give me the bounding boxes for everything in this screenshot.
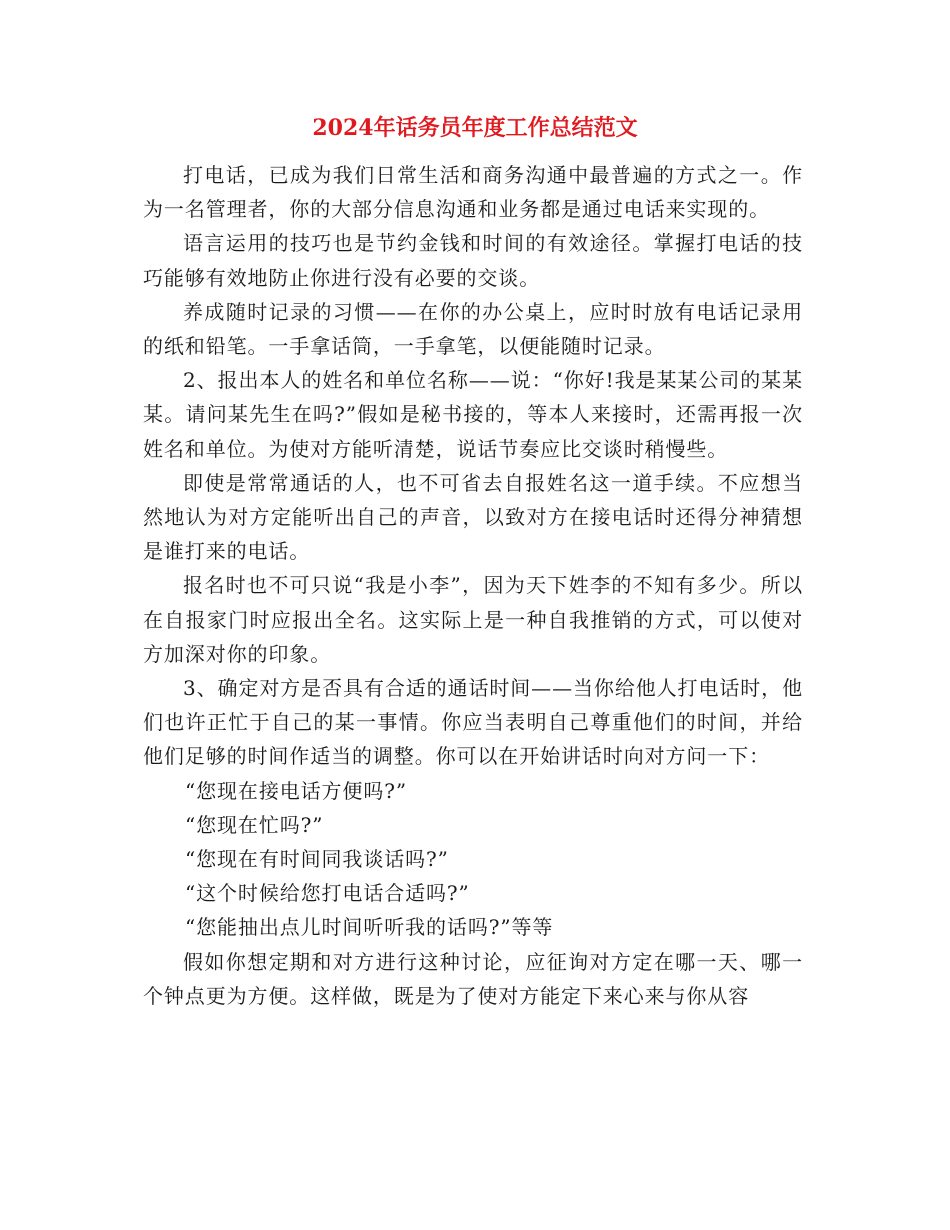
paragraph: 2、报出本人的姓名和单位名称——说：“你好!我是某某公司的某某某。请问某先生在吗?”假如是秘书接的，等本人来接时，还需再报一次姓名和单位。为使对方能听清楚，说话节奏应比交谈时稍慢些。 bbox=[143, 368, 803, 461]
document-title: 2024年话务员年度工作总结范文 bbox=[312, 115, 638, 141]
quote-line: “这个时候给您打电话合适吗?” bbox=[185, 881, 470, 906]
quote-line: “您能抽出点儿时间听听我的话吗?”等等 bbox=[185, 915, 554, 940]
paragraph: 报名时也不可只说“我是小李”，因为天下姓李的不知有多少。所以在自报家门时应报出全名。这实际上是一种自我推销的方式，可以使对方加深对你的印象。 bbox=[143, 573, 803, 666]
paragraph: 养成随时记录的习惯——在你的办公桌上，应时时放有电话记录用的纸和铅笔。一手拿话筒，一手拿笔，以便能随时记录。 bbox=[143, 299, 803, 359]
quote-line: “您现在忙吗?” bbox=[185, 812, 324, 837]
paragraph: 3、确定对方是否具有合适的通话时间——当你给他人打电话时，他们也许正忙于自己的某一事情。你应当表明自己尊重他们的时间，并给他们足够的时间作适当的调整。你可以在开始讲话时向对方问一下： bbox=[143, 676, 803, 769]
document-body bbox=[143, 158, 803, 1013]
paragraph: 假如你想定期和对方进行这种讨论，应征询对方定在哪一天、哪一个钟点更为方便。这样做，既是为了使对方能定下来心来与你从容 bbox=[143, 949, 803, 1008]
quote-line: “您现在接电话方便吗?” bbox=[185, 778, 407, 803]
paragraph: 打电话，已成为我们日常生活和商务沟通中最普遍的方式之一。作为一名管理者，你的大部分信息沟通和业务都是通过电话来实现的。 bbox=[143, 163, 803, 222]
paragraph: 语言运用的技巧也是节约金钱和时间的有效途径。掌握打电话的技巧能够有效地防止你进行没有必要的交谈。 bbox=[143, 231, 803, 290]
quote-line: “您现在有时间同我谈话吗?” bbox=[185, 847, 449, 872]
paragraph: 即使是常常通话的人，也不可省去自报姓名这一道手续。不应想当然地认为对方定能听出自己的声音，以致对方在接电话时还得分神猜想是谁打来的电话。 bbox=[143, 470, 803, 564]
